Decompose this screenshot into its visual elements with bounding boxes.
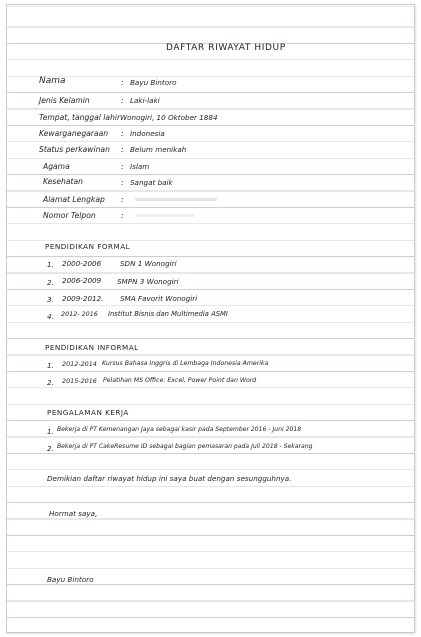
list-item-number: 1. bbox=[47, 260, 54, 269]
list-item-years: 2012-2014 bbox=[62, 360, 97, 368]
colon: : bbox=[121, 211, 124, 220]
label-nama: Nama bbox=[39, 76, 66, 86]
section-heading-work: PENGALAMAN KERJA bbox=[47, 408, 129, 417]
list-item-number: 2. bbox=[47, 444, 54, 453]
list-item-text: SMPN 3 Wonogiri bbox=[117, 277, 179, 286]
colon: : bbox=[121, 162, 124, 171]
section-heading-formal: PENDIDIKAN FORMAL bbox=[45, 242, 131, 251]
list-item-number: 2. bbox=[47, 378, 54, 387]
label-kewarganegaraan: Kewarganegaraan bbox=[39, 129, 109, 138]
label-agama: Agama bbox=[43, 162, 70, 171]
colon: : bbox=[121, 78, 124, 87]
value-alamat-redacted bbox=[135, 198, 217, 201]
value-status: Belum menikah bbox=[130, 145, 187, 154]
colon: : bbox=[121, 145, 124, 154]
label-ttl: Tempat, tanggal lahir bbox=[39, 113, 121, 122]
list-item-number: 2. bbox=[47, 278, 54, 287]
value-kewarganegaraan: Indonesia bbox=[130, 129, 165, 138]
closing-salutation: Hormat saya, bbox=[49, 509, 98, 518]
list-item-number: 3. bbox=[47, 295, 54, 304]
list-item-text: SMA Favorit Wonogiri bbox=[120, 294, 198, 303]
list-item-years: 2009-2012. bbox=[62, 294, 104, 303]
list-item-years: 2012- 2016 bbox=[61, 310, 98, 318]
list-item-text: Bekerja di PT Kemenangan Jaya sebagai kasir pada September 2016 - Juni 2018 bbox=[57, 426, 302, 433]
list-item-text: Institut Bisnis dan Multimedia ASMI bbox=[108, 310, 228, 318]
section-heading-informal: PENDIDIKAN INFORMAL bbox=[45, 343, 139, 352]
signature-name: Bayu Bintoro bbox=[47, 575, 94, 584]
label-telpon: Nomor Telpon bbox=[43, 211, 96, 220]
value-jenis-kelamin: Laki-laki bbox=[130, 96, 160, 105]
list-item-text: Bekerja di PT CakeResume ID sebagai bagian pemasaran pada Juli 2018 - Sekarang bbox=[57, 443, 313, 450]
label-jenis-kelamin: Jenis Kelamin bbox=[39, 96, 90, 105]
list-item-number: 1. bbox=[47, 361, 54, 370]
value-telpon-redacted bbox=[135, 214, 195, 217]
value-nama: Bayu Bintoro bbox=[130, 78, 177, 87]
list-item-years: 2006-2009 bbox=[62, 276, 102, 285]
label-status: Status perkawinan bbox=[39, 145, 110, 154]
list-item-text: Pelatihan MS Office: Excel, Power Point dan Word bbox=[103, 377, 257, 384]
value-agama: Islam bbox=[130, 162, 150, 171]
label-alamat: Alamat Lengkap bbox=[43, 195, 105, 204]
label-kesehatan: Kesehatan bbox=[43, 177, 83, 186]
list-item-years: 2015-2016 bbox=[62, 377, 97, 385]
closing-statement: Demikian daftar riwayat hidup ini saya buat dengan sesungguhnya. bbox=[47, 474, 292, 483]
list-item-text: SDN 1 Wonogiri bbox=[120, 259, 177, 268]
colon: : bbox=[121, 129, 124, 138]
list-item-number: 4. bbox=[47, 312, 54, 321]
value-kesehatan: Sangat baik bbox=[130, 178, 173, 187]
colon: : bbox=[121, 195, 124, 204]
list-item-years: 2000-2006 bbox=[62, 259, 102, 268]
colon: : bbox=[121, 96, 124, 105]
list-item-text: Kursus Bahasa Inggris di Lembaga Indonesia Amerika bbox=[102, 360, 269, 367]
lined-paper-sheet bbox=[6, 4, 415, 633]
colon: : bbox=[121, 178, 124, 187]
list-item-number: 1. bbox=[47, 427, 54, 436]
value-ttl: Wonogiri, 10 Oktober 1884 bbox=[120, 113, 218, 122]
document-title: DAFTAR RIWAYAT HIDUP bbox=[166, 43, 286, 53]
